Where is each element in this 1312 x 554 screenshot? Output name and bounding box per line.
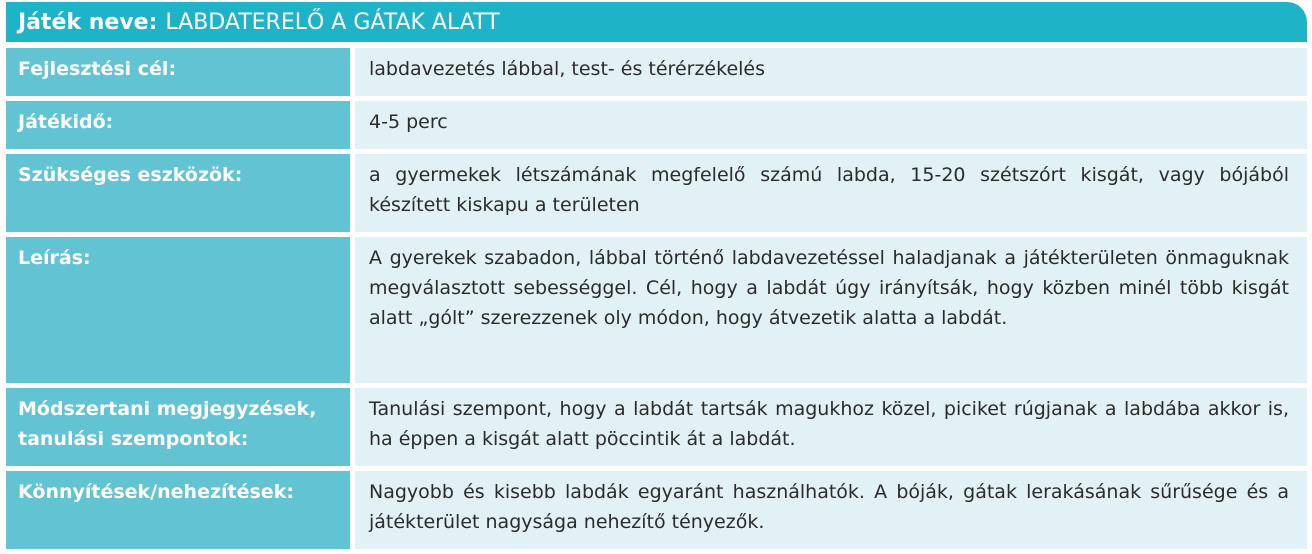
row-value: A gyerekek szabadon, lábbal történő labdavezetéssel haladjanak a játékterületen önmaguknak megválasztott sebességgel. Cél, hogy a labdát úgy irányítsák, hogy közben minél több kisgát alatt „gólt” szerezzenek oly módon, hogy átvezetik alatta a labdát. xyxy=(350,237,1307,383)
row-label: Játékidő: xyxy=(6,101,350,149)
row-value: a gyermekek létszámának megfelelő számú labda, 15-20 szétszórt kisgát, vagy bójából készített kiskapu a területen xyxy=(350,154,1307,232)
row-label: Fejlesztési cél: xyxy=(6,48,350,96)
game-name-label: Játék neve: xyxy=(18,9,158,35)
game-title-bar xyxy=(6,2,1307,42)
row-play-time xyxy=(6,101,1307,149)
row-description xyxy=(6,237,1307,383)
row-value: 4-5 perc xyxy=(350,101,1307,149)
row-label: Módszertani megjegyzések, tanulási szempontok: xyxy=(6,388,350,466)
row-label: Leírás: xyxy=(6,237,350,383)
row-value: Tanulási szempont, hogy a labdát tartsák magukhoz közel, piciket rúgjanak a labdába akkor is, ha éppen a kisgát alatt pöccintik át a labdát. xyxy=(350,388,1307,466)
row-value: Nagyobb és kisebb labdák egyaránt használhatók. A bóják, gátak lerakásának sűrűsége és a játékterület nagysága nehezítő tényezők. xyxy=(350,471,1307,549)
game-card xyxy=(6,2,1307,538)
row-variations xyxy=(6,471,1307,549)
row-label: Szükséges eszközök: xyxy=(6,154,350,232)
row-label: Könnyítések/nehezítések: xyxy=(6,471,350,549)
row-value: labdavezetés lábbal, test- és térérzékelés xyxy=(350,48,1307,96)
row-development-goal xyxy=(6,48,1307,96)
row-equipment xyxy=(6,154,1307,232)
game-name: LABDATERELŐ A GÁTAK ALATT xyxy=(165,9,500,35)
game-details-table xyxy=(6,43,1307,554)
row-methodology-notes xyxy=(6,388,1307,466)
